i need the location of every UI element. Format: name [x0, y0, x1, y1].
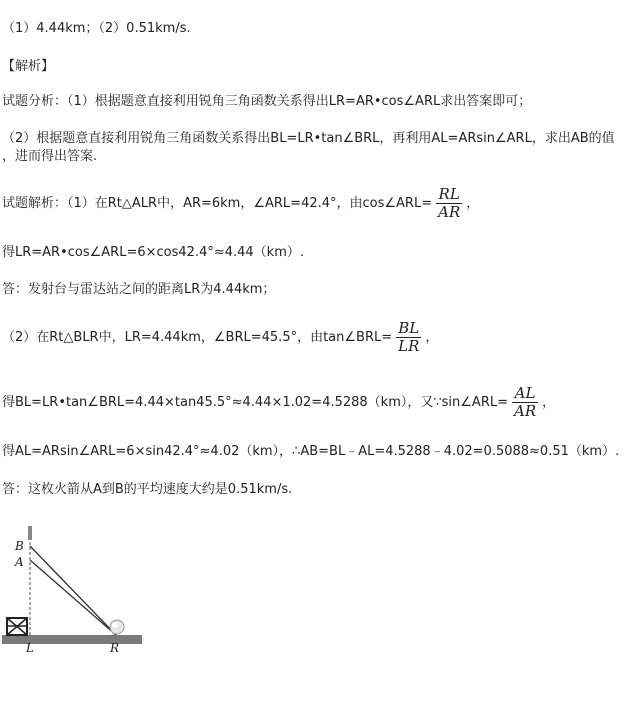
solution-step-2b: [2, 385, 555, 420]
analysis-line-2-cont: ，进而得出答案.: [2, 149, 98, 164]
launch-tower-icon: [7, 618, 27, 635]
punctuation: ，: [425, 330, 439, 345]
solution-step-2-text: （2）在Rt△BLR中，LR=4.44km，∠BRL=45.5°，由tan∠BRL=: [2, 330, 393, 345]
rocket-icon: [28, 526, 32, 540]
line-RA: [30, 560, 116, 635]
label-A: A: [15, 555, 24, 569]
fraction-rl-ar: [436, 186, 462, 221]
solution-step-2: [2, 320, 438, 355]
fraction-denominator: LR: [398, 337, 420, 355]
fraction-al-ar: [512, 385, 538, 420]
rocket-radar-diagram: [0, 518, 150, 658]
solution-step-1-result: 得LR=AR•cos∠ARL=6×cos42.4°≈4.44（km）.: [2, 245, 304, 260]
solution-step-1: [2, 186, 479, 221]
line-RB: [30, 546, 116, 635]
solution-step-2-result: 得AL=ARsin∠ARL=6×sin42.4°≈4.02（km），∴AB=BL﹣AL=4.5288﹣4.02=0.5088≈0.51（km）.: [2, 444, 620, 459]
punctuation: ，: [542, 395, 556, 410]
fraction-numerator: BL: [396, 320, 421, 338]
ground: [2, 635, 142, 644]
solution-answer-1: 答：发射台与雷达站之间的距离LR为4.44km；: [2, 282, 276, 297]
solution-answer-2: 答：这枚火箭从A到B的平均速度大约是0.51km/s.: [2, 482, 293, 497]
fraction-bl-lr: [396, 320, 421, 355]
solution-step-1-text: 试题解析：（1）在Rt△ALR中，AR=6km，∠ARL=42.4°，由cos∠ARL=: [2, 196, 433, 211]
section-title: 【解析】: [2, 59, 55, 74]
label-L: L: [26, 641, 34, 655]
punctuation: ，: [466, 196, 480, 211]
solution-step-2b-text: 得BL=LR•tan∠BRL=4.44×tan45.5°≈4.44×1.02=4.5288（km），又∵sin∠ARL=: [2, 395, 508, 410]
fraction-numerator: RL: [436, 186, 462, 204]
label-B: B: [15, 539, 24, 553]
fraction-numerator: AL: [512, 385, 538, 403]
fraction-denominator: AR: [514, 402, 537, 420]
analysis-line-1: 试题分析：（1）根据题意直接利用锐角三角函数关系得出LR=AR•cos∠ARL求出答案即可；: [2, 94, 532, 109]
fraction-denominator: AR: [438, 203, 461, 221]
radar-dish-icon: [110, 620, 124, 634]
analysis-line-2: （2）根据题意直接利用锐角三角函数关系得出BL=LR•tan∠BRL，再利用AL=ARsin∠ARL，求出AB的值: [2, 131, 615, 146]
answer-summary: （1）4.44km；（2）0.51km/s.: [2, 21, 191, 36]
label-R: R: [110, 641, 120, 655]
